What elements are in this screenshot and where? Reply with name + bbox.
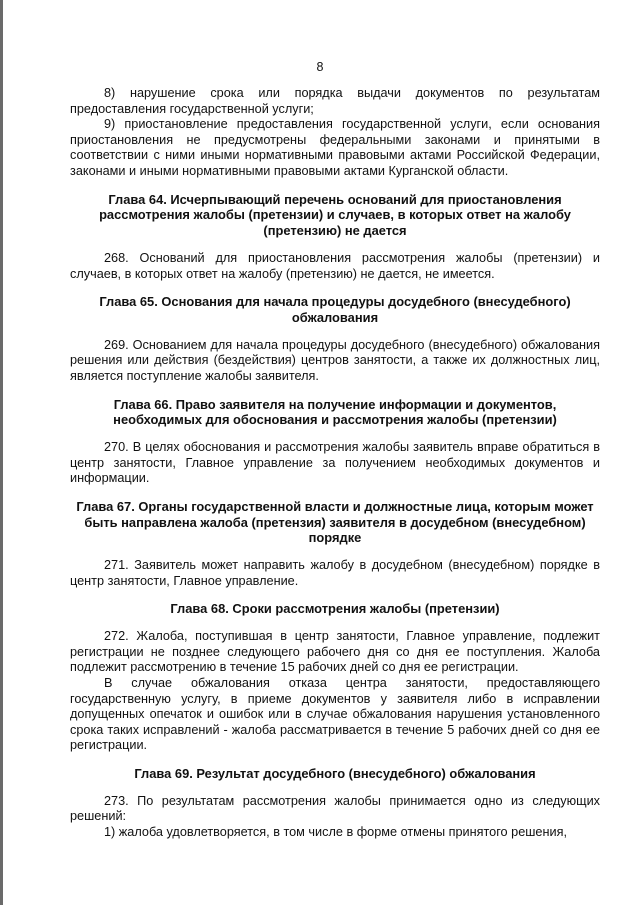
paragraph-268: 268. Оснований для приостановления рассмотрения жалобы (претензии) и случаев, в которых ответ на жалобу (претензию) не дается, не имеется. xyxy=(70,250,600,281)
item-1: 1) жалоба удовлетворяется, в том числе в форме отмены принятого решения, xyxy=(104,825,567,839)
chapter-65-heading: Глава 65. Основания для начала процедуры досудебного (внесудебного) обжалования xyxy=(99,294,571,325)
scan-edge xyxy=(0,0,3,905)
paragraph-273: 273. По результатам рассмотрения жалобы принимается одно из следующих решений: xyxy=(70,793,600,824)
item-9: 9) приостановление предоставления государственной услуги, если основания приостановления не предусмотрены федеральными законами и принятыми в соответствии с ними иными нормативными правовыми актами Российской Федерации, законами и иными нормативными правовыми актами Курганской области. xyxy=(70,117,600,178)
chapter-68-heading: Глава 68. Сроки рассмотрения жалобы (претензии) xyxy=(170,601,500,617)
item-8: 8) нарушение срока или порядка выдачи документов по результатам предоставления государственной услуги; xyxy=(70,86,600,116)
chapter-64-heading: Глава 64. Исчерпывающий перечень оснований для приостановления рассмотрения жалобы (претензии) и случаев, в которых ответ на жалобу (претензию) не дается xyxy=(99,191,571,239)
chapter-69-heading: Глава 69. Результат досудебного (внесудебного) обжалования xyxy=(134,766,536,782)
paragraph-270: 270. В целях обоснования и рассмотрения жалобы заявитель вправе обратиться в центр занятости, Главное управление за получением необходимых документов и информации. xyxy=(70,440,600,486)
page-number: 8 xyxy=(316,60,324,74)
chapter-67-heading: Глава 67. Органы государственной власти и должностные лица, которым может быть направлена жалоба (претензия) заявителя в досудебном (внесудебном) порядке xyxy=(76,498,594,546)
paragraph-269: 269. Основанием для начала процедуры досудебного (внесудебного) обжалования решения или действия (бездействия) центров занятости, а также их должностных лиц, является поступление жалобы заявителя. xyxy=(70,337,600,383)
chapter-66-heading: Глава 66. Право заявителя на получение информации и документов, необходимых для обоснования и рассмотрения жалобы (претензии) xyxy=(113,396,557,428)
paragraph-272: 272. Жалоба, поступившая в центр занятости, Главное управление, подлежит регистрации не позднее следующего рабочего дня со дня ее поступления. Жалоба подлежит рассмотрению в течение 15 рабочих дней со дня ее регистрации. xyxy=(70,629,600,675)
paragraph-271: 271. Заявитель может направить жалобу в досудебном (внесудебном) порядке в центр занятости, Главное управление. xyxy=(70,558,600,588)
document-body xyxy=(70,86,600,841)
paragraph-272-continued: В случае обжалования отказа центра занятости, предоставляющего государственную услугу, в приеме документов у заявителя либо в исправлении допущенных опечаток и ошибок или в случае обжалования нарушения установленного срока таких исправлений - жалоба рассматривается в течение 5 рабочих дней со дня ее регистрации. xyxy=(70,676,600,753)
